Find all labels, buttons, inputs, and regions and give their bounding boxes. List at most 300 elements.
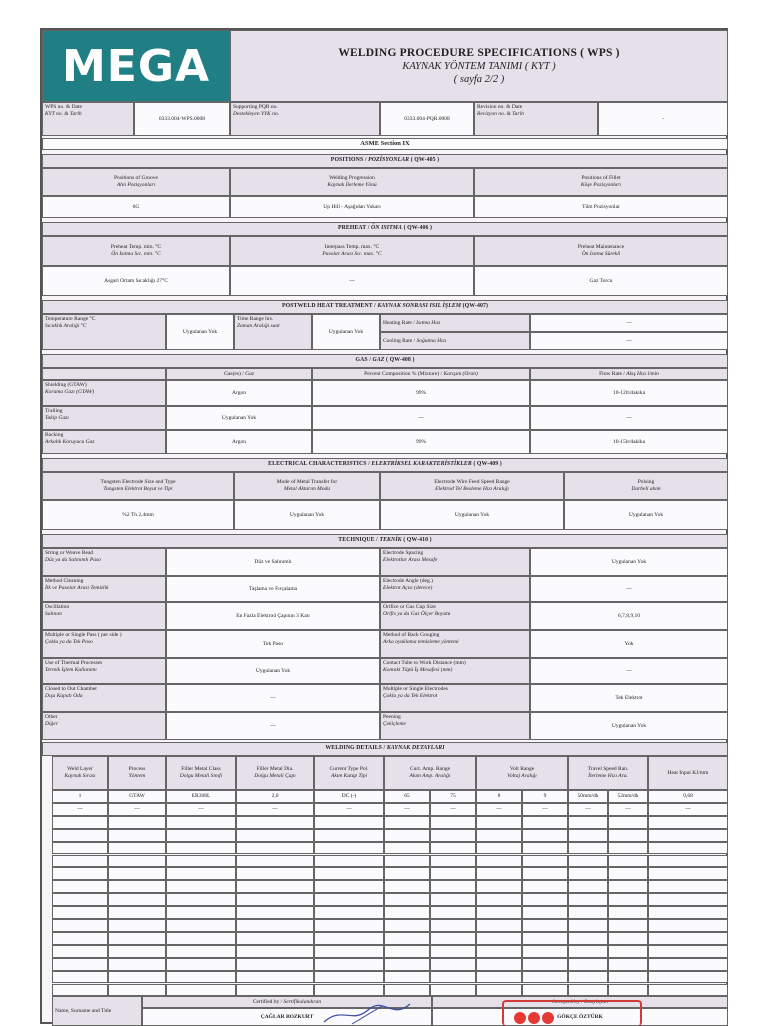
details-empty-cell — [522, 932, 568, 945]
details-empty-cell — [166, 958, 236, 971]
technique-right-label: Multiple or Single Electrodes Çoklu ya da Tek Elektrot — [380, 684, 530, 712]
gas-row-gas: Uygulanan Yok — [166, 406, 312, 430]
wps-no-value: 0333.004-WPS.0008 — [134, 102, 230, 136]
details-column-header: Current Type Pol. Akım Kutup Tipi — [314, 756, 384, 790]
details-empty-cell — [608, 855, 648, 868]
details-empty-cell — [476, 971, 522, 984]
details-empty-cell — [108, 880, 166, 893]
details-empty-cell — [430, 906, 476, 919]
details-empty-cell — [52, 984, 108, 997]
details-empty-cell — [384, 893, 430, 906]
technique-left-value: En Fazla Elektrod Çapının 3 Katı — [166, 602, 380, 630]
details-empty-cell — [384, 919, 430, 932]
details-empty-cell — [314, 855, 384, 868]
details-column-header: Filler Metal Class Dolgu Metali Sınıfı — [166, 756, 236, 790]
pwht-temp-label: Temperature Range °C Sıcaklık Aralığı °C — [42, 314, 166, 350]
technique-left-label: Multiple or Single Pass ( per side ) Çoklu ya da Tek Paso — [42, 630, 166, 658]
gas-row-percent: 99% — [312, 430, 530, 454]
details-empty-cell — [648, 855, 728, 868]
gas-row-flow: --- — [530, 406, 728, 430]
details-empty-cell — [648, 829, 728, 842]
details-empty-cell — [648, 893, 728, 906]
details-empty-cell — [522, 855, 568, 868]
technique-right-value: --- — [530, 658, 728, 684]
details-empty-cell — [236, 958, 314, 971]
details-empty-cell — [648, 932, 728, 945]
positions-col-progression: Welding Progression Kaynak İlerleme Yönü — [230, 168, 474, 196]
details-column-header: Filler Metal Dia. Dolgu Metali Çapı — [236, 756, 314, 790]
details-empty-cell — [568, 893, 608, 906]
details-empty-cell — [476, 906, 522, 919]
details-empty-cell — [236, 880, 314, 893]
details-empty-cell — [166, 893, 236, 906]
electrical-col-tungsten: Tungsten Electrode Size and Type Tungsten Elektrot Boyut ve Tipi — [42, 472, 234, 500]
certifier-name: ÇAĞLAR BOZKURT — [142, 1008, 432, 1026]
footer-name-label: Name, Surname and Title — [52, 996, 142, 1026]
details-empty-cell — [108, 945, 166, 958]
revision-value: - — [598, 102, 728, 136]
details-empty-cell — [430, 855, 476, 868]
details-empty-cell — [522, 867, 568, 880]
details-empty-cell — [166, 919, 236, 932]
details-empty-cell — [52, 932, 108, 945]
pwht-cooling-value: --- — [530, 332, 728, 350]
preheat-header: PREHEAT / ÖN ISITMA ( QW-406 ) — [42, 222, 728, 236]
details-empty-cell — [236, 855, 314, 868]
details-empty-cell — [236, 842, 314, 855]
details-empty-cell — [108, 842, 166, 855]
details-empty-cell — [52, 893, 108, 906]
details-empty-cell — [430, 932, 476, 945]
details-cell: DC (-) — [314, 790, 384, 803]
details-empty-cell — [430, 958, 476, 971]
technique-right-label: Orifice or Gas Cup Size Orifis ya da Gaz Ölçer Boyutu — [380, 602, 530, 630]
details-empty-cell — [52, 919, 108, 932]
details-empty-cell — [108, 984, 166, 997]
details-empty-cell — [568, 919, 608, 932]
details-cell: 0,68 — [648, 790, 728, 803]
details-empty-cell — [236, 945, 314, 958]
gas-row-flow: 10-15lt/dakika — [530, 430, 728, 454]
technique-left-label: Other Diğer — [42, 712, 166, 740]
details-cell: --- — [522, 803, 568, 816]
details-cell: --- — [236, 803, 314, 816]
details-empty-cell — [384, 842, 430, 855]
details-empty-cell — [314, 816, 384, 829]
details-empty-cell — [648, 880, 728, 893]
details-cell: --- — [384, 803, 430, 816]
preheat-interpass-value: --- — [230, 266, 474, 296]
details-empty-cell — [608, 867, 648, 880]
details-empty-cell — [608, 971, 648, 984]
details-empty-cell — [608, 945, 648, 958]
pwht-heating-value: --- — [530, 314, 728, 332]
details-empty-cell — [236, 932, 314, 945]
details-empty-cell — [476, 984, 522, 997]
technique-right-label: Contact Tube to Work Distance (mm) Kontakt Tüpü İş Mesafesi (mm) — [380, 658, 530, 684]
details-cell: --- — [648, 803, 728, 816]
details-empty-cell — [314, 919, 384, 932]
details-empty-cell — [384, 829, 430, 842]
technique-right-label: Electrode Spacing Elektrotlar Arası Mesafe — [380, 548, 530, 576]
positions-progression-value: Up Hill - Aşağıdan Yukarı — [230, 196, 474, 218]
technique-left-label: Method Cleaning İlk ve Pasolar Arası Temizlik — [42, 576, 166, 602]
details-empty-cell — [52, 945, 108, 958]
details-cell: --- — [608, 803, 648, 816]
technique-header: TECHNIQUE / TEKNİK ( QW-410 ) — [42, 534, 728, 548]
details-empty-cell — [568, 984, 608, 997]
details-empty-cell — [476, 958, 522, 971]
details-empty-cell — [314, 829, 384, 842]
details-empty-cell — [430, 971, 476, 984]
details-empty-cell — [236, 867, 314, 880]
preheat-maintenance-value: Gaz Torcu — [474, 266, 728, 296]
details-empty-cell — [384, 958, 430, 971]
footer-certified-header: Certified by / Sertifikalandıran — [142, 996, 432, 1008]
preheat-col-interpass: Interpass Temp. max. °C Pasolar Arası Sıc. max. °C — [230, 236, 474, 266]
details-empty-cell — [236, 906, 314, 919]
details-empty-cell — [236, 919, 314, 932]
details-empty-cell — [166, 880, 236, 893]
details-empty-cell — [52, 842, 108, 855]
details-empty-cell — [522, 945, 568, 958]
details-empty-cell — [108, 829, 166, 842]
details-empty-cell — [166, 829, 236, 842]
details-empty-cell — [568, 945, 608, 958]
details-empty-cell — [568, 971, 608, 984]
preheat-col-min: Preheat Temp. min. °C Ön Isıtma Sıc. min. °C — [42, 236, 230, 266]
details-empty-cell — [608, 958, 648, 971]
positions-header: POSITIONS / POZİSYONLAR ( QW-405 ) — [42, 154, 728, 168]
electrical-wire-feed-value: Uygulanan Yok — [380, 500, 564, 530]
details-empty-cell — [648, 842, 728, 855]
details-empty-cell — [52, 855, 108, 868]
details-empty-cell — [108, 816, 166, 829]
document-subtitle: KAYNAK YÖNTEM TANIMI ( KYT ) — [402, 61, 556, 73]
details-empty-cell — [430, 984, 476, 997]
technique-right-value: Yok — [530, 630, 728, 658]
details-cell: 8 — [476, 790, 522, 803]
footer-accepted-header: Accepted by / Onaylayan — [432, 996, 728, 1008]
details-empty-cell — [236, 816, 314, 829]
technique-right-value: 6,7,8,9,10 — [530, 602, 728, 630]
details-empty-cell — [166, 932, 236, 945]
technique-left-value: --- — [166, 712, 380, 740]
details-empty-cell — [648, 867, 728, 880]
details-empty-cell — [430, 816, 476, 829]
details-empty-cell — [476, 867, 522, 880]
details-empty-cell — [314, 932, 384, 945]
technique-left-value: Tek Paso — [166, 630, 380, 658]
page-indicator: ( sayfa 2/2 ) — [453, 74, 505, 86]
gas-row-flow: 10-12lt/dakika — [530, 380, 728, 406]
details-cell: 9 — [522, 790, 568, 803]
technique-right-value: Tek Elektrot — [530, 684, 728, 712]
details-empty-cell — [108, 906, 166, 919]
details-column-header: Curr. Amp. Range Akım Amp. Aralığı — [384, 756, 476, 790]
pwht-cooling-label: Cooling Rate / Soğutma Hızı — [380, 332, 530, 350]
details-empty-cell — [52, 816, 108, 829]
pwht-temp-value: Uygulanan Yok — [166, 314, 234, 350]
mega-logo: MEGA — [42, 30, 230, 102]
details-empty-cell — [568, 816, 608, 829]
details-empty-cell — [522, 880, 568, 893]
technique-left-label: Oscillation Salınım — [42, 602, 166, 630]
details-empty-cell — [430, 880, 476, 893]
details-empty-cell — [166, 867, 236, 880]
details-empty-cell — [568, 829, 608, 842]
details-empty-cell — [608, 880, 648, 893]
details-empty-cell — [236, 971, 314, 984]
details-empty-cell — [522, 842, 568, 855]
details-empty-cell — [476, 842, 522, 855]
details-empty-cell — [648, 971, 728, 984]
details-empty-cell — [384, 906, 430, 919]
technique-right-label: Method of Back Gouging Arka oyuklama temizleme yöntemi — [380, 630, 530, 658]
details-cell: --- — [430, 803, 476, 816]
details-table — [52, 756, 728, 996]
details-empty-cell — [384, 855, 430, 868]
details-cell: GTAW — [108, 790, 166, 803]
details-empty-cell — [108, 971, 166, 984]
technique-right-label: Peening Çekiçleme — [380, 712, 530, 740]
details-empty-cell — [522, 816, 568, 829]
gas-col-blank — [42, 368, 166, 380]
details-empty-cell — [476, 932, 522, 945]
details-cell: --- — [166, 803, 236, 816]
electrical-transfer-value: Uygulanan Yok — [234, 500, 380, 530]
details-empty-cell — [608, 893, 648, 906]
details-empty-cell — [648, 906, 728, 919]
details-empty-cell — [568, 842, 608, 855]
acceptor-name: GÖKÇE ÖZTÜRK — [432, 1008, 728, 1026]
details-empty-cell — [314, 958, 384, 971]
document-title: WELDING PROCEDURE SPECIFICATIONS ( WPS ) — [338, 46, 620, 59]
details-empty-cell — [568, 867, 608, 880]
details-empty-cell — [52, 958, 108, 971]
pwht-time-label: Time Range hrs. Zaman Aralığı saat — [234, 314, 312, 350]
details-empty-cell — [430, 829, 476, 842]
details-empty-cell — [648, 816, 728, 829]
positions-col-fillet: Positions of Fillet Köşe Pozisyonları — [474, 168, 728, 196]
technique-left-label: Use of Thermal Processes Termik İşlem Kullanımı — [42, 658, 166, 684]
details-empty-cell — [166, 945, 236, 958]
stamp-dot — [528, 1012, 540, 1024]
preheat-col-maintenance: Preheat Maintenance Ön Isıtma Sürekli — [474, 236, 728, 266]
pqr-no-label: Supporting PQR no. Destekleyen YYK no. — [230, 102, 380, 136]
details-cell: --- — [314, 803, 384, 816]
details-empty-cell — [166, 855, 236, 868]
technique-right-value: Uygulanan Yok — [530, 548, 728, 576]
details-empty-cell — [108, 855, 166, 868]
details-cell: ER308L — [166, 790, 236, 803]
technique-table — [42, 548, 728, 740]
electrical-tungsten-value: %2 Th 2,4mm — [42, 500, 234, 530]
details-empty-cell — [476, 945, 522, 958]
gas-row-label: Backing Arkalık Koruyucu Gaz — [42, 430, 166, 454]
details-empty-cell — [52, 867, 108, 880]
details-cell: 2,0 — [236, 790, 314, 803]
details-cell: --- — [568, 803, 608, 816]
details-empty-cell — [608, 932, 648, 945]
details-empty-cell — [384, 971, 430, 984]
details-empty-cell — [314, 906, 384, 919]
details-empty-cell — [166, 816, 236, 829]
technique-left-value: Düz ve Salınımlı — [166, 548, 380, 576]
details-empty-cell — [384, 816, 430, 829]
details-empty-cell — [522, 971, 568, 984]
details-empty-cell — [108, 932, 166, 945]
details-empty-cell — [608, 984, 648, 997]
gas-row-label: Shielding (GTAW) Koruma Gazı (GTAW) — [42, 380, 166, 406]
details-empty-cell — [430, 945, 476, 958]
details-empty-cell — [430, 893, 476, 906]
technique-right-label: Electrode Angle (deg.) Elektrot Açısı (derece) — [380, 576, 530, 602]
positions-groove-value: 6G — [42, 196, 230, 218]
details-empty-cell — [648, 958, 728, 971]
gas-row-gas: Argon — [166, 380, 312, 406]
pwht-heating-label: Heating Rate / Isıtma Hızı — [380, 314, 530, 332]
details-empty-cell — [166, 906, 236, 919]
pqr-no-value: 0333.004-PQR.0008 — [380, 102, 474, 136]
details-empty-cell — [384, 932, 430, 945]
electrical-col-wire-feed: Electrode Wire Feed Speed Range Elektrod Tel Besleme Hızı Aralığı — [380, 472, 564, 500]
details-empty-cell — [108, 958, 166, 971]
details-empty-cell — [430, 867, 476, 880]
details-empty-cell — [522, 984, 568, 997]
details-empty-cell — [236, 829, 314, 842]
details-cell: 75 — [430, 790, 476, 803]
details-empty-cell — [108, 893, 166, 906]
details-column-header: Weld Layer Kaynak Sırası — [52, 756, 108, 790]
wps-no-label: WPS no. & Date KYT no. & Tarih — [42, 102, 134, 136]
details-header: WELDING DETAILS / KAYNAK DETAYLARI — [42, 742, 728, 756]
details-empty-cell — [314, 945, 384, 958]
details-empty-cell — [314, 867, 384, 880]
details-empty-cell — [568, 880, 608, 893]
pwht-time-value: Uygulanan Yok — [312, 314, 380, 350]
details-empty-cell — [384, 984, 430, 997]
details-cell: --- — [476, 803, 522, 816]
details-cell: --- — [108, 803, 166, 816]
details-empty-cell — [236, 984, 314, 997]
details-empty-cell — [522, 906, 568, 919]
details-empty-cell — [314, 971, 384, 984]
gas-row-label: Trailing Takip Gazı — [42, 406, 166, 430]
details-empty-cell — [166, 971, 236, 984]
details-empty-cell — [608, 842, 648, 855]
details-empty-cell — [384, 945, 430, 958]
details-empty-cell — [522, 893, 568, 906]
details-empty-cell — [648, 919, 728, 932]
details-empty-cell — [476, 919, 522, 932]
details-empty-cell — [522, 958, 568, 971]
details-column-header: Volt Range Voltaj Aralığı — [476, 756, 568, 790]
details-empty-cell — [522, 829, 568, 842]
details-empty-cell — [522, 919, 568, 932]
details-empty-cell — [476, 829, 522, 842]
technique-left-value: Taşlama ve Fırçalama — [166, 576, 380, 602]
details-empty-cell — [648, 984, 728, 997]
details-cell: 50mm/dk — [568, 790, 608, 803]
details-empty-cell — [430, 919, 476, 932]
revision-label: Revision no. & Date Revizyon no. & Tarih — [474, 102, 598, 136]
details-column-header: Heat Input KJ/mm — [648, 756, 728, 790]
gas-row-gas: Argon — [166, 430, 312, 454]
details-empty-cell — [108, 867, 166, 880]
details-cell: 52mm/dk — [608, 790, 648, 803]
pwht-header: POSTWELD HEAT TREATMENT / KAYNAK SONRASI ISIL İŞLEM (QW-407) — [42, 300, 728, 314]
details-empty-cell — [648, 945, 728, 958]
gas-col-gas: Gas(es) / Gaz — [166, 368, 312, 380]
gas-row-percent: --- — [312, 406, 530, 430]
technique-left-label: String or Weave Bead Düz ya da Salınımlı Paso — [42, 548, 166, 576]
signature-mark — [322, 1002, 412, 1026]
details-column-header: Process Yöntem — [108, 756, 166, 790]
details-empty-cell — [608, 829, 648, 842]
details-empty-cell — [608, 816, 648, 829]
details-empty-cell — [52, 829, 108, 842]
technique-left-value: --- — [166, 684, 380, 712]
technique-right-value: --- — [530, 576, 728, 602]
details-cell: 1 — [52, 790, 108, 803]
gas-row-percent: 99% — [312, 380, 530, 406]
wps-sheet — [40, 28, 728, 1024]
details-empty-cell — [568, 855, 608, 868]
details-empty-cell — [608, 906, 648, 919]
details-empty-cell — [166, 984, 236, 997]
gas-col-percent: Percent Composition % (Mixture) / Karışım (Oran) — [312, 368, 530, 380]
electrical-col-pulsing: Pulsing Darbeli akım — [564, 472, 728, 500]
details-empty-cell — [568, 906, 608, 919]
details-empty-cell — [568, 958, 608, 971]
technique-left-value: Uygulanan Yok — [166, 658, 380, 684]
details-empty-cell — [108, 919, 166, 932]
technique-left-label: Closed to Out Chamber Dışa Kapalı Oda — [42, 684, 166, 712]
details-empty-cell — [236, 893, 314, 906]
details-empty-cell — [384, 880, 430, 893]
details-empty-cell — [52, 880, 108, 893]
document-title-block — [230, 30, 728, 102]
technique-right-value: Uygulanan Yok — [530, 712, 728, 740]
details-empty-cell — [384, 867, 430, 880]
details-cell: --- — [52, 803, 108, 816]
positions-col-groove: Positions of Groove Alın Pozisyonları — [42, 168, 230, 196]
gas-col-flow: Flow Rate / Akış Hızı l/min — [530, 368, 728, 380]
electrical-header: ELECTRICAL CHARACTERISTICS / ELEKTRİKSEL KARAKTERİSTİKLER ( QW-409 ) — [42, 458, 728, 472]
details-cell: 65 — [384, 790, 430, 803]
details-empty-cell — [476, 893, 522, 906]
details-empty-cell — [52, 971, 108, 984]
details-empty-cell — [476, 855, 522, 868]
electrical-col-transfer: Mode of Metal Transfer for Metal Aktarım Modu — [234, 472, 380, 500]
details-empty-cell — [430, 842, 476, 855]
details-empty-cell — [314, 893, 384, 906]
electrical-pulsing-value: Uygulanan Yok — [564, 500, 728, 530]
stamp-dot — [542, 1012, 554, 1024]
details-column-header: Travel Speed Ran. İlerleme Hızı Ara. — [568, 756, 648, 790]
details-empty-cell — [608, 919, 648, 932]
gas-header: GAS / GAZ ( QW-408 ) — [42, 354, 728, 368]
details-empty-cell — [476, 880, 522, 893]
details-empty-cell — [166, 842, 236, 855]
positions-fillet-value: Tüm Pozisyonlar — [474, 196, 728, 218]
details-empty-cell — [314, 842, 384, 855]
details-empty-cell — [476, 816, 522, 829]
asme-section: ASME Section IX — [42, 138, 728, 150]
stamp-dot — [514, 1012, 526, 1024]
details-empty-cell — [52, 906, 108, 919]
